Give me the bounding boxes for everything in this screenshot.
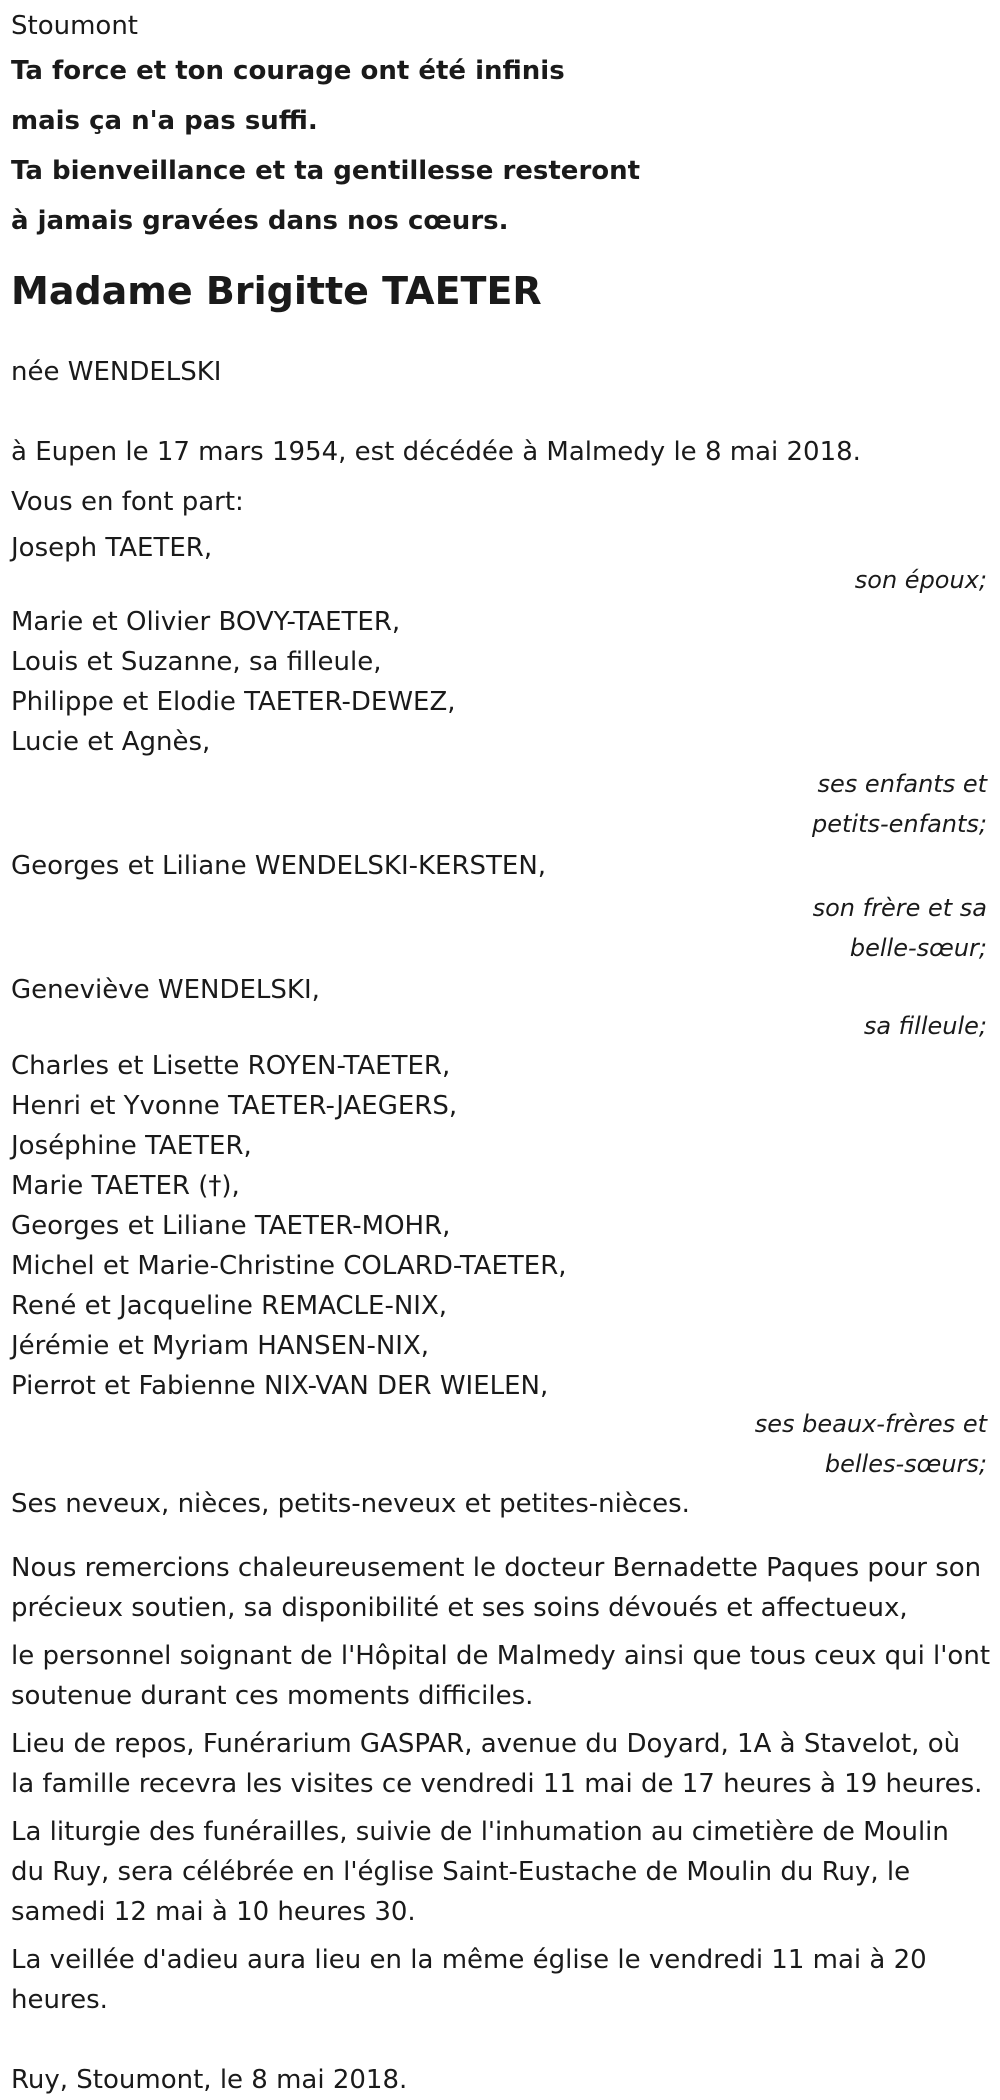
family-role: son époux; <box>854 566 987 594</box>
verse-line: Ta force et ton courage ont été infinis <box>11 56 565 86</box>
paragraph: Nous remercions chaleureusement le docteur Bernadette Paques pour son précieux soutien, sa disponibilité et ses soins dévoués et affectueux, <box>11 1553 982 1623</box>
family-member: René et Jacqueline REMACLE-NIX, <box>11 1291 448 1321</box>
paragraph: La liturgie des funérailles, suivie de l'inhumation au cimetière de Moulin du Ruy, sera célébrée en l'église Saint-Eustache de Moulin du Ruy, le samedi 12 mai à 10 heures 30. <box>11 1817 949 1927</box>
obituary-page <box>0 6 1000 2095</box>
family-member: Lucie et Agnès, <box>11 727 211 757</box>
verse <box>11 46 990 246</box>
family-group <box>11 602 990 844</box>
family-role: petits-enfants; <box>812 810 987 838</box>
deceased-name: Madame Brigitte TAETER <box>11 269 542 313</box>
verse-line: à jamais gravées dans nos cœurs. <box>11 206 509 236</box>
birth-name: née WENDELSKI <box>11 357 222 387</box>
family-member: Henri et Yvonne TAETER-JAEGERS, <box>11 1091 458 1121</box>
family-role: sa filleule; <box>863 1012 987 1040</box>
announcement-intro: Vous en font part: <box>11 487 244 517</box>
paragraph: Lieu de repos, Funérarium GASPAR, avenue du Doyard, 1A à Stavelot, où la famille recevra les visites ce vendredi 11 mai de 17 heures à 19 heures. <box>11 1729 983 1799</box>
family-member: Louis et Suzanne, sa filleule, <box>11 647 382 677</box>
family-role: son frère et sa <box>812 894 987 922</box>
place-date-footer: Ruy, Stoumont, le 8 mai 2018. <box>11 2065 408 2095</box>
family-member: Pierrot et Fabienne NIX-VAN DER WIELEN, <box>11 1371 549 1401</box>
family-member: Marie TAETER (†), <box>11 1171 240 1201</box>
family-member: Joseph TAETER, <box>11 533 213 563</box>
family-group <box>11 970 990 1046</box>
paragraph: La veillée d'adieu aura lieu en la même église le vendredi 11 mai à 20 heures. <box>11 1945 927 2015</box>
family-member: Geneviève WENDELSKI, <box>11 975 320 1005</box>
family-member: Jérémie et Myriam HANSEN-NIX, <box>11 1331 430 1361</box>
family-role: belles-sœurs; <box>824 1450 987 1478</box>
family-member: Charles et Lisette ROYEN-TAETER, <box>11 1051 451 1081</box>
family-member: Marie et Olivier BOVY-TAETER, <box>11 607 401 637</box>
verse-line: Ta bienveillance et ta gentillesse resteront <box>11 156 641 186</box>
family-role: ses enfants et <box>817 770 987 798</box>
family-member: Georges et Liliane WENDELSKI-KERSTEN, <box>11 851 547 881</box>
family-group <box>11 528 990 600</box>
family-group <box>11 846 990 968</box>
verse-line: mais ça n'a pas suffi. <box>11 106 318 136</box>
place-heading: Stoumont <box>11 11 138 41</box>
family-member: Georges et Liliane TAETER-MOHR, <box>11 1211 451 1241</box>
family-group <box>11 1046 990 1484</box>
nephews-line: Ses neveux, nièces, petits-neveux et petites-nièces. <box>11 1489 690 1519</box>
family-member: Philippe et Elodie TAETER-DEWEZ, <box>11 687 456 717</box>
family-role: ses beaux-frères et <box>754 1410 987 1438</box>
paragraph: le personnel soignant de l'Hôpital de Malmedy ainsi que tous ceux qui l'ont soutenue durant ces moments difficiles. <box>11 1641 991 1711</box>
family-member: Michel et Marie-Christine COLARD-TAETER, <box>11 1251 567 1281</box>
family-role: belle-sœur; <box>849 934 987 962</box>
birth-death-dates: à Eupen le 17 mars 1954, est décédée à Malmedy le 8 mai 2018. <box>11 437 861 467</box>
family-member: Joséphine TAETER, <box>11 1131 252 1161</box>
